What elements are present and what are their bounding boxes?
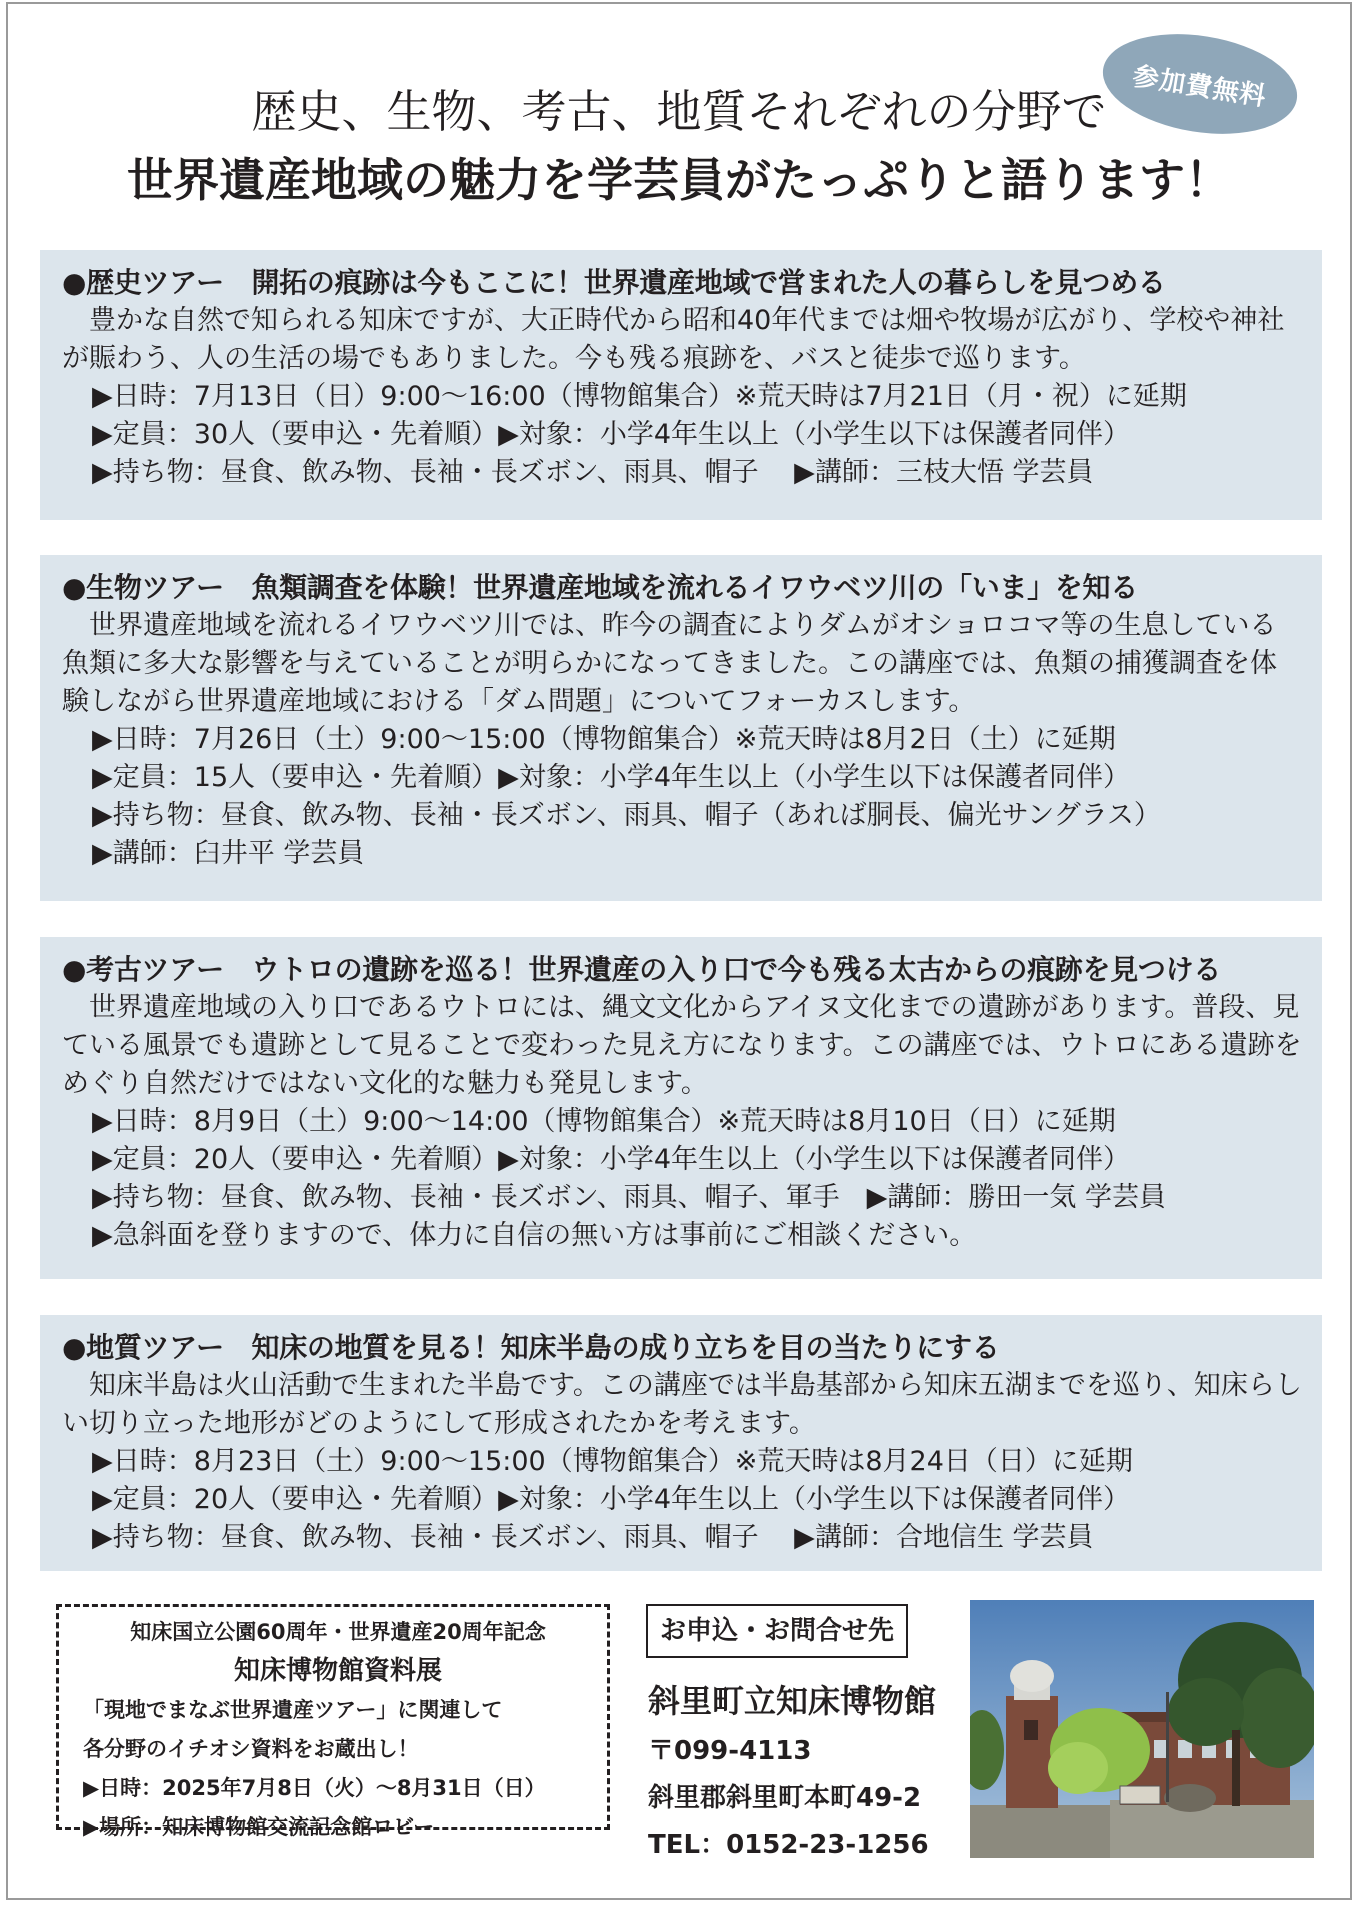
tour-geology <box>40 1315 1322 1571</box>
tour-capacity: ▶定員：15人（要申込・先着順）▶対象：小学4年生以上（小学生以下は保護者同伴） <box>92 762 1131 793</box>
badge-text: 参加費無料 <box>1130 61 1269 112</box>
tour-title: ●生物ツアー 魚類調査を体験！世界遺産地域を流れるイワウベツ川の「いま」を知る <box>62 571 1138 604</box>
tour-title: ●考古ツアー ウトロの遺跡を巡る！世界遺産の入り口で今も残る太古からの痕跡を見つける <box>62 953 1221 986</box>
tour-history <box>40 250 1322 520</box>
exhibit-date: ▶日時：2025年7月8日（火）〜8月31日（日） <box>83 1776 546 1800</box>
tour-belongings: ▶持ち物：昼食、飲み物、長袖・長ズボン、雨具、帽子 ▶講師：合地信生 学芸員 <box>92 1522 1094 1553</box>
headline-line2: 世界遺産地域の魅力を学芸員がたっぷりと語ります！ <box>127 153 1231 207</box>
tour-description: 世界遺産地域を流れるイワウベツ川では、昨今の調査によりダムがオショロコマ等の生息している魚類に多大な影響を与えていることが明らかになってきました。この講座では、魚類の捕獲調査を体験しながら世界遺産地域における「ダム問題」についてフォーカスします。 <box>62 610 1277 717</box>
museum-photo <box>970 1600 1314 1858</box>
tour-description: 知床半島は火山活動で生まれた半島です。この講座では半島基部から知床五湖までを巡り、知床らしい切り立った地形がどのようにして形成されたかを考えます。 <box>62 1370 1302 1439</box>
tour-capacity: ▶定員：30人（要申込・先着順）▶対象：小学4年生以上（小学生以下は保護者同伴） <box>92 419 1131 450</box>
tour-note: ▶急斜面を登りますので、体力に自信の無い方は事前にご相談ください。 <box>92 1220 977 1251</box>
tour-belongings: ▶持ち物：昼食、飲み物、長袖・長ズボン、雨具、帽子 ▶講師：三枝大悟 学芸員 <box>92 457 1094 488</box>
headline-line1: 歴史、生物、考古、地質それぞれの分野で <box>251 85 1107 138</box>
exhibit-anniversary: 知床国立公園60周年・世界遺産20周年記念 <box>130 1620 546 1644</box>
tour-description: 豊かな自然で知られる知床ですが、大正時代から昭和40年代までは畑や牧場が広がり、学校や神社が賑わう、人の生活の場でもありました。今も残る痕跡を、バスと徒歩で巡ります。 <box>62 305 1285 374</box>
tour-biology <box>40 555 1322 901</box>
exhibit-tagline: 各分野のイチオシ資料をお蔵出し！ <box>83 1737 419 1761</box>
contact-label: お申込・お問合せ先 <box>646 1604 908 1658</box>
phone-number: TEL：0152-23-1256 <box>648 1830 929 1860</box>
tour-schedule: ▶日時：8月23日（土）9:00〜15:00（博物館集合）※荒天時は8月24日（日）に延期 <box>92 1446 1133 1477</box>
tour-description: 世界遺産地域の入り口であるウトロには、縄文文化からアイヌ文化までの遺跡があります。普段、見ている風景でも遺跡として見ることで変わった見え方になります。この講座では、ウトロにある遺跡をめぐり自然だけではない文化的な魅力も発見します。 <box>62 992 1302 1099</box>
postal-code: 〒099-4113 <box>648 1736 812 1766</box>
tour-belongings: ▶持ち物：昼食、飲み物、長袖・長ズボン、雨具、帽子、軍手 ▶講師：勝田一気 学芸員 <box>92 1182 1166 1213</box>
exhibit-info-box <box>56 1604 610 1839</box>
exhibit-title: 知床博物館資料展 <box>233 1656 442 1686</box>
tour-schedule: ▶日時：7月26日（土）9:00〜15:00（博物館集合）※荒天時は8月2日（土）に延期 <box>92 724 1116 755</box>
museum-name: 斜里町立知床博物館 <box>648 1682 937 1720</box>
tour-belongings: ▶持ち物：昼食、飲み物、長袖・長ズボン、雨具、帽子（あれば胴長、偏光サングラス） <box>92 800 1161 831</box>
tour-title: ●歴史ツアー 開拓の痕跡は今もここに！世界遺産地域で営まれた人の暮らしを見つめる <box>62 266 1166 299</box>
tour-schedule: ▶日時：8月9日（土）9:00〜14:00（博物館集合）※荒天時は8月10日（日）に延期 <box>92 1106 1116 1137</box>
tour-capacity: ▶定員：20人（要申込・先着順）▶対象：小学4年生以上（小学生以下は保護者同伴） <box>92 1144 1131 1175</box>
tour-capacity: ▶定員：20人（要申込・先着順）▶対象：小学4年生以上（小学生以下は保護者同伴） <box>92 1484 1131 1515</box>
tour-schedule: ▶日時：7月13日（日）9:00〜16:00（博物館集合）※荒天時は7月21日（月・祝）に延期 <box>92 381 1187 412</box>
address: 斜里郡斜里町本町49-2 <box>648 1783 922 1813</box>
exhibit-place: ▶場所：知床博物館交流記念館ロビー <box>83 1815 435 1839</box>
tour-instructor: ▶講師：臼井平 学芸員 <box>92 838 365 869</box>
tour-title: ●地質ツアー 知床の地質を見る！知床半島の成り立ちを目の当たりにする <box>62 1331 1000 1364</box>
exhibit-related: 「現地でまなぶ世界遺産ツアー」に関連して <box>83 1698 503 1722</box>
tour-archaeology <box>40 937 1322 1279</box>
